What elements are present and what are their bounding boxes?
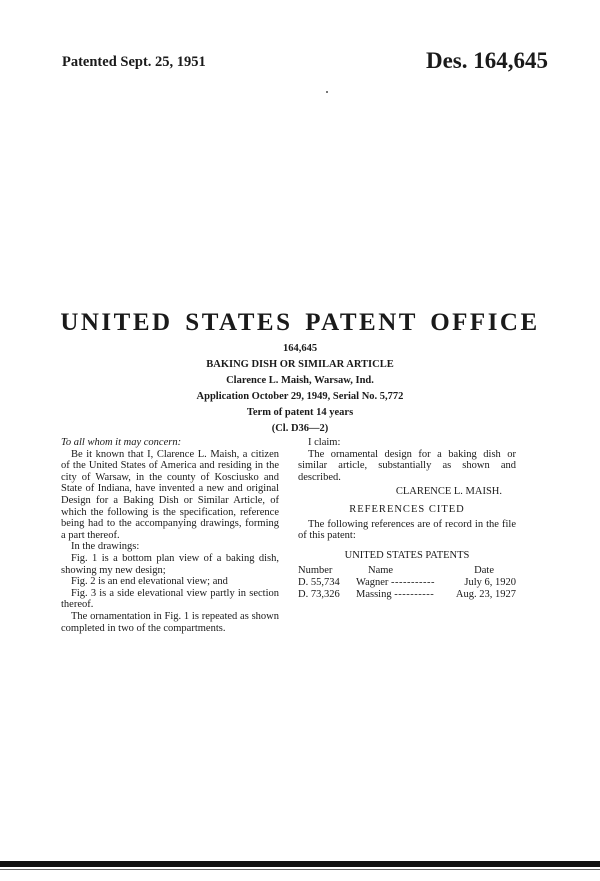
column-header-date: Date: [474, 565, 494, 577]
ref-date: July 6, 1920: [464, 576, 516, 588]
references-intro: The following references are of record in the file of this patent:: [298, 518, 516, 542]
patent-title: BAKING DISH OR SIMILAR ARTICLE: [206, 359, 394, 370]
office-title: UNITED STATES PATENT OFFICE: [60, 309, 540, 336]
patent-date-header: Patented Sept. 25, 1951: [62, 54, 206, 70]
ref-number: D. 55,734: [298, 576, 340, 588]
ref-date: Aug. 23, 1927: [455, 588, 516, 600]
claim-heading: I claim:: [308, 437, 341, 448]
inventor-line: Clarence L. Maish, Warsaw, Ind.: [226, 375, 374, 386]
spec-paragraph: Fig. 3 is a side elevational view partly in section thereof.: [61, 587, 279, 611]
references-table: [298, 565, 516, 600]
ref-name: Wagner: [356, 576, 389, 588]
design-number-header: Des. 164,645: [425, 48, 548, 73]
salutation: To all whom it may concern:: [61, 437, 182, 448]
inventor-signature: CLARENCE L. MAISH.: [395, 486, 502, 498]
claims-column: [298, 437, 516, 600]
ref-leader: ----------: [394, 588, 435, 600]
column-header-name: Name: [368, 565, 394, 577]
claim-text: The ornamental design for a baking dish or similar article, substantially as shown and described.: [298, 448, 516, 483]
ref-leader: -----------: [391, 576, 435, 588]
spec-paragraph: The ornamentation in Fig. 1 is repeated as shown completed in two of the compartments.: [61, 610, 279, 634]
specification-column: [61, 437, 279, 634]
references-heading: REFERENCES CITED: [349, 503, 465, 515]
bottom-rule: [0, 861, 600, 867]
spec-paragraph: Be it known that I, Clarence L. Maish, a citizen of the United States of America and residing in the city of Warsaw, in the county of Kosciusko and State of Indiana, have invented a new and original Design for a Baking Dish or Similar Article, of which the following is the specification, reference being had to the accompanying drawings, forming a part thereof.: [61, 448, 279, 541]
application-line: Application October 29, 1949, Serial No. 5,772: [196, 391, 404, 402]
term-line: Term of patent 14 years: [246, 407, 354, 418]
spec-paragraph: In the drawings:: [71, 541, 140, 553]
spec-paragraph: Fig. 1 is a bottom plan view of a baking dish, showing my new design;: [61, 552, 279, 576]
table-row: [298, 577, 516, 589]
table-header-row: [298, 565, 516, 577]
bottom-rule-thin: [0, 869, 600, 870]
us-patents-heading: UNITED STATES PATENTS: [344, 549, 470, 561]
spec-paragraph: Fig. 2 is an end elevational view; and: [71, 576, 228, 588]
column-header-number: Number: [298, 565, 333, 577]
ref-name: Massing: [356, 588, 392, 600]
class-line: (Cl. D36—2): [271, 423, 329, 434]
ref-number: D. 73,326: [298, 588, 340, 600]
patent-number: 164,645: [282, 343, 318, 354]
scan-speck: [326, 91, 328, 93]
table-row: [298, 589, 516, 601]
